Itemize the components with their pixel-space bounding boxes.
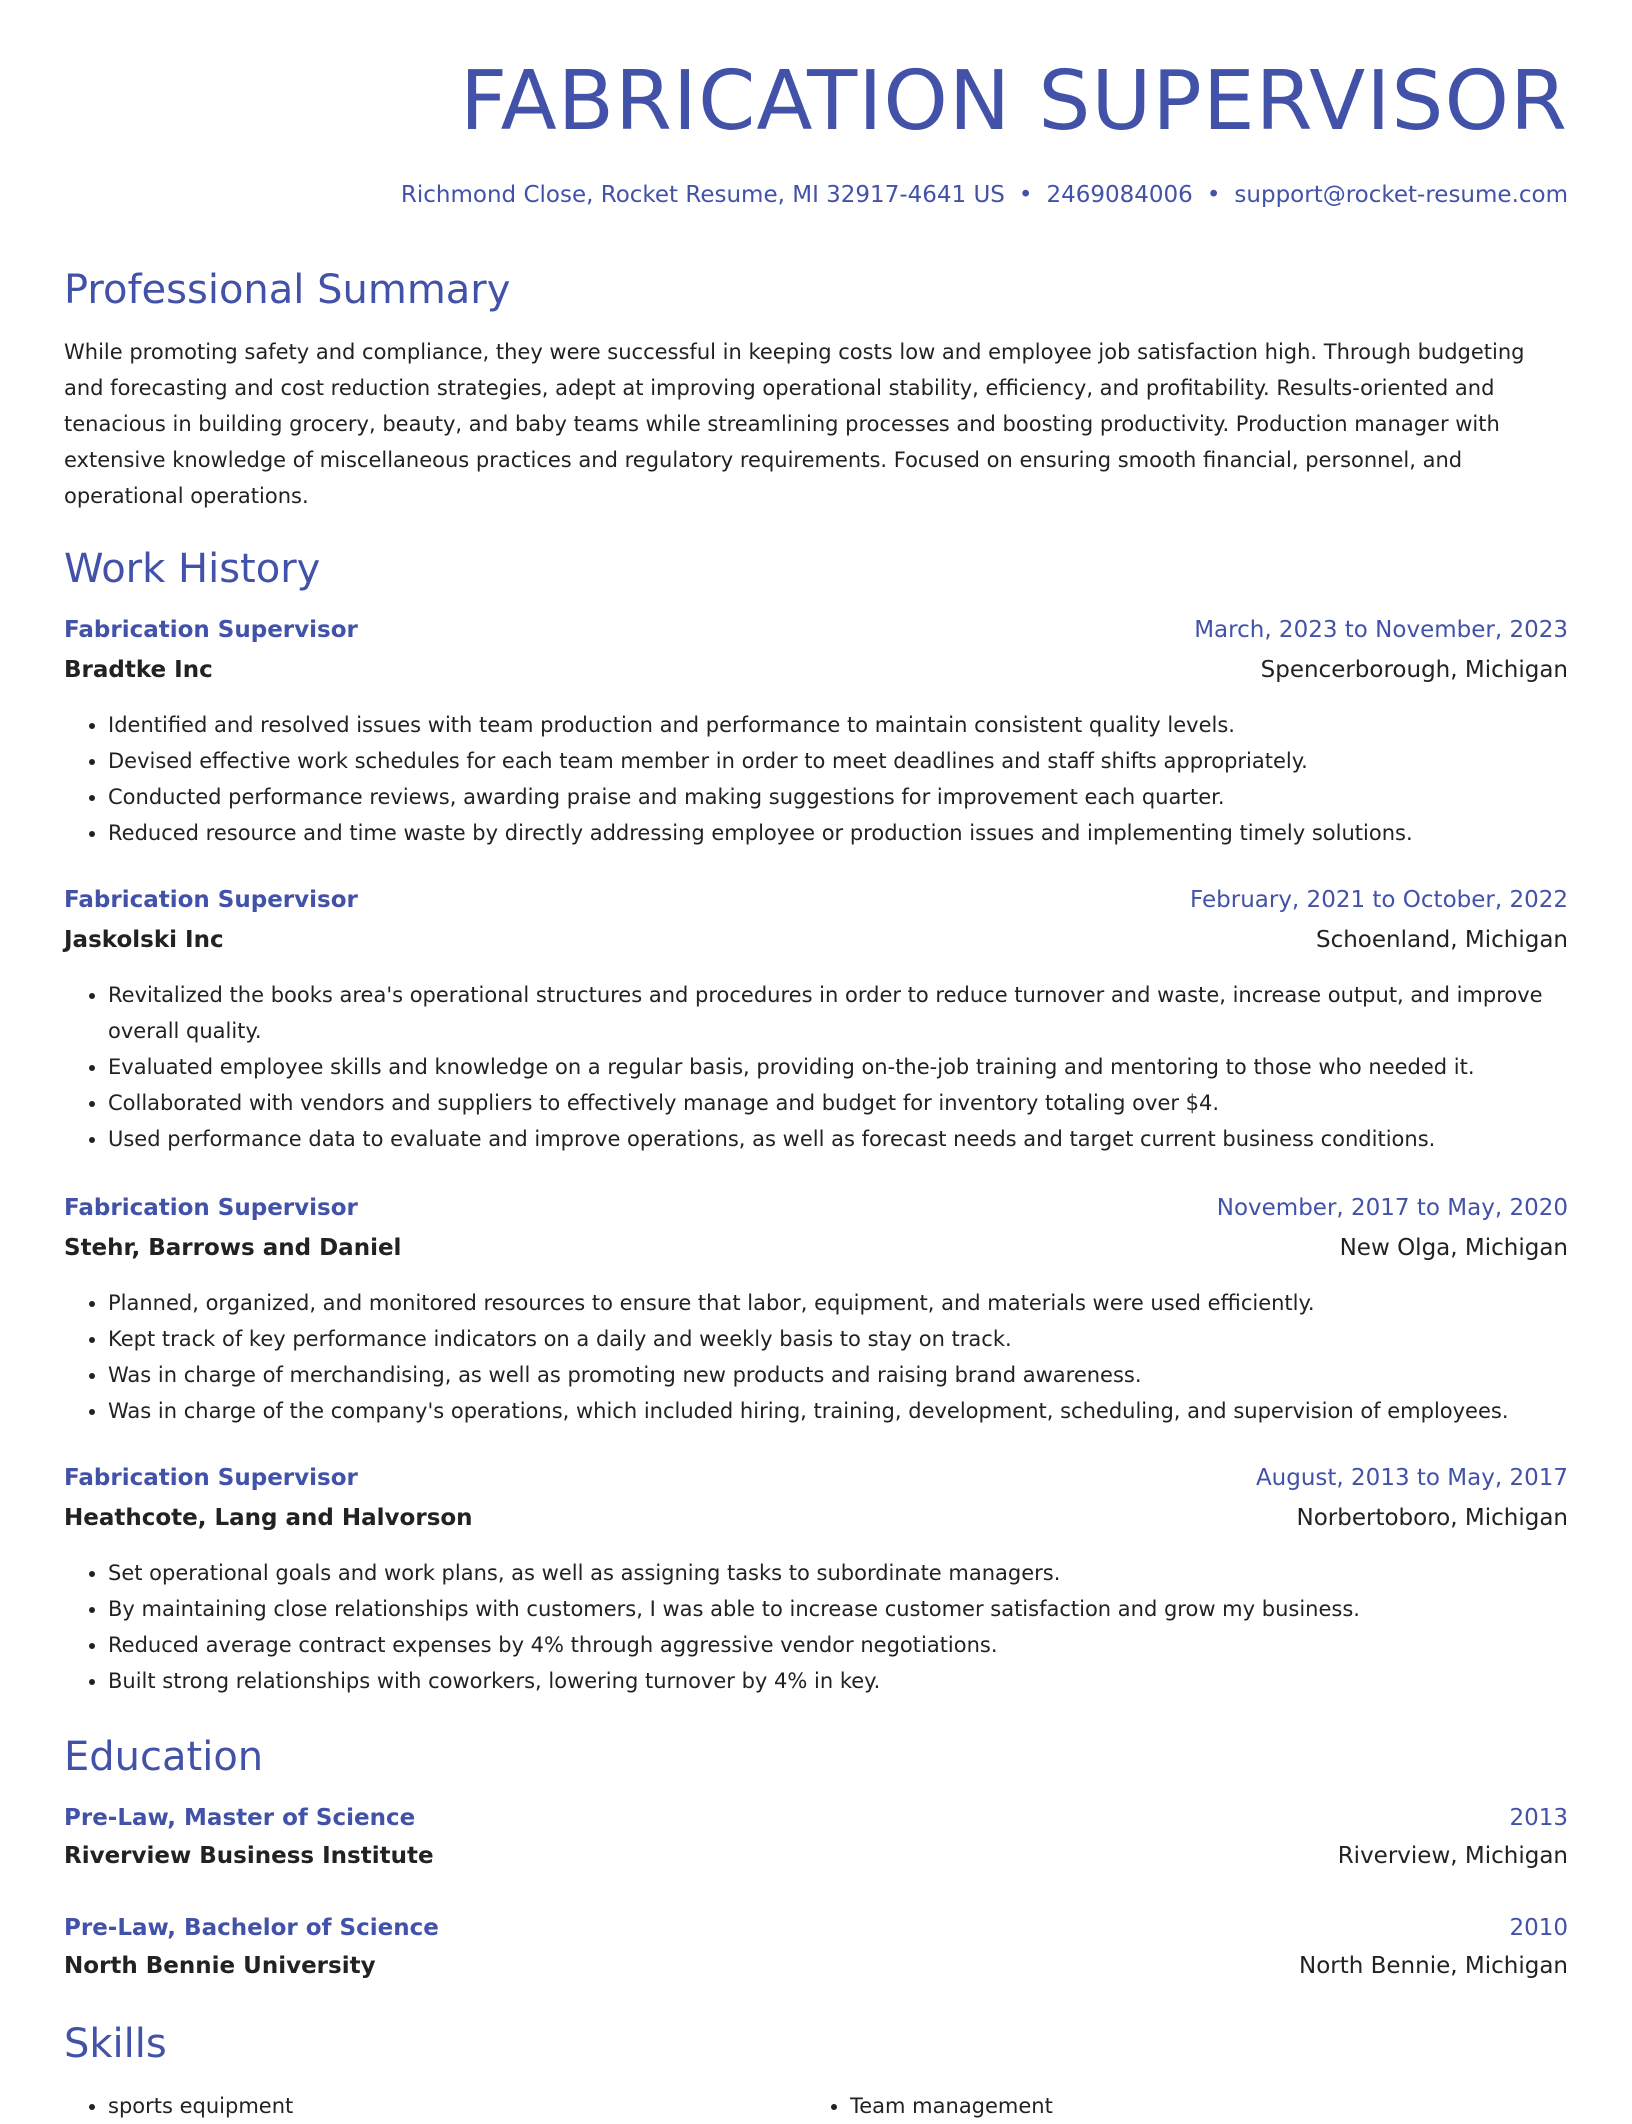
education-school: North Bennie University — [64, 1953, 376, 1979]
education-header — [64, 1915, 1568, 1941]
list-item: • Planned, organized, and monitored resources to ensure that labor, equipment, and materials were used efficiently. — [108, 1285, 1568, 1321]
job-role: Fabrication Supervisor — [64, 1195, 358, 1221]
summary-text: While promoting safety and compliance, they were successful in keeping costs low and employee job satisfaction high. Through budgeting and forecasting and cost reduction strategies, adept at improving operational stability, efficiency, and profitability. Results-oriented and tenacious in building grocery, beauty, and baby teams while streamlining processes and boosting productivity. Production manager with extensive knowledge of miscellaneous practices and regulatory requirements. Focused on ensuring smooth financial, personnel, and operational operations. — [64, 340, 1525, 508]
contact-line — [401, 182, 1568, 208]
contact-address: Richmond Close, Rocket Resume, MI 32917-4641 US — [400, 182, 1005, 208]
job-dates: November, 2017 to May, 2020 — [1216, 1195, 1568, 1221]
job-company: Stehr, Barrows and Daniel — [64, 1235, 402, 1261]
job-header — [64, 1465, 1568, 1491]
job-employer — [64, 1505, 1568, 1531]
list-item: • Revitalized the books area's operational structures and procedures in order to reduce turnover and waste, increase output, and improve overall quality. — [108, 977, 1568, 1049]
job-dates: August, 2013 to May, 2017 — [1255, 1465, 1568, 1491]
job-employer — [64, 657, 1568, 683]
education-degree: Pre-Law, Bachelor of Science — [64, 1915, 439, 1941]
job-location: Spencerborough, Michigan — [1260, 657, 1568, 683]
list-item: • By maintaining close relationships with customers, I was able to increase customer satisfaction and grow my business. — [108, 1591, 1568, 1627]
section-title-skills: Skills — [64, 2021, 167, 2067]
job-dates: March, 2023 to November, 2023 — [1194, 617, 1568, 643]
contact-email[interactable]: support@rocket-resume.com — [1234, 182, 1568, 208]
list-item: • Built strong relationships with coworkers, lowering turnover by 4% in key. — [108, 1663, 1568, 1699]
job-employer — [64, 1235, 1568, 1261]
list-item: • Conducted performance reviews, awarding praise and making suggestions for improvement each quarter. — [108, 779, 1568, 815]
list-item: • Reduced average contract expenses by 4% through aggressive vendor negotiations. — [108, 1627, 1568, 1663]
list-item: • Used performance data to evaluate and improve operations, as well as forecast needs and target current business conditions. — [108, 1121, 1568, 1157]
job-bullets — [64, 977, 1568, 1157]
job-location: Schoenland, Michigan — [1315, 927, 1568, 953]
education-school-row — [64, 1843, 1568, 1869]
job-role: Fabrication Supervisor — [64, 617, 358, 643]
list-item: • Set operational goals and work plans, as well as assigning tasks to subordinate managers. — [108, 1555, 1568, 1591]
job-company: Jaskolski Inc — [64, 927, 224, 953]
list-item: • Evaluated employee skills and knowledge on a regular basis, providing on-the-job training and mentoring to those who needed it. — [108, 1049, 1568, 1085]
job-bullets — [64, 707, 1568, 851]
contact-separator: • — [1018, 182, 1033, 208]
list-item: • Kept track of key performance indicators on a daily and weekly basis to stay on track. — [108, 1321, 1568, 1357]
job-bullets — [64, 1285, 1568, 1429]
education-year: 2013 — [1509, 1805, 1568, 1831]
education-location: Riverview, Michigan — [1337, 1843, 1568, 1869]
list-item: • Was in charge of the company's operations, which included hiring, training, development, scheduling, and supervision of employees. — [108, 1393, 1568, 1429]
education-school-row — [64, 1953, 1568, 1979]
skills-list-right — [806, 2088, 1053, 2124]
skills-list-left — [64, 2088, 293, 2124]
education-degree: Pre-Law, Master of Science — [64, 1805, 416, 1831]
candidate-name: FABRICATION SUPERVISOR — [459, 54, 1568, 149]
section-title-work-history: Work History — [64, 546, 321, 592]
job-role: Fabrication Supervisor — [64, 887, 358, 913]
list-item: • Reduced resource and time waste by directly addressing employee or production issues and implementing timely solutions. — [108, 815, 1568, 851]
list-item: • Devised effective work schedules for each team member in order to meet deadlines and staff shifts appropriately. — [108, 743, 1568, 779]
resume-header — [64, 0, 1568, 208]
list-item: • Identified and resolved issues with team production and performance to maintain consistent quality levels. — [108, 707, 1568, 743]
job-company: Bradtke Inc — [64, 657, 213, 683]
education-school: Riverview Business Institute — [64, 1843, 434, 1869]
section-title-summary: Professional Summary — [64, 267, 511, 313]
contact-phone[interactable]: 2469084006 — [1046, 182, 1193, 208]
job-employer — [64, 927, 1568, 953]
education-header — [64, 1805, 1568, 1831]
list-item: • Team management — [850, 2088, 1053, 2124]
job-dates: February, 2021 to October, 2022 — [1190, 887, 1568, 913]
list-item: • sports equipment — [108, 2088, 293, 2124]
list-item: • Collaborated with vendors and suppliers to effectively manage and budget for inventory totaling over $4. — [108, 1085, 1568, 1121]
job-header — [64, 617, 1568, 643]
section-title-education: Education — [64, 1734, 264, 1780]
job-role: Fabrication Supervisor — [64, 1465, 358, 1491]
job-location: New Olga, Michigan — [1339, 1235, 1568, 1261]
job-company: Heathcote, Lang and Halvorson — [64, 1505, 473, 1531]
list-item: • Was in charge of merchandising, as well as promoting new products and raising brand awareness. — [108, 1357, 1568, 1393]
education-location: North Bennie, Michigan — [1298, 1953, 1568, 1979]
contact-separator: • — [1206, 182, 1221, 208]
education-year: 2010 — [1509, 1915, 1568, 1941]
job-location: Norbertoboro, Michigan — [1296, 1505, 1568, 1531]
job-bullets — [64, 1555, 1568, 1699]
job-header — [64, 887, 1568, 913]
job-header — [64, 1195, 1568, 1221]
